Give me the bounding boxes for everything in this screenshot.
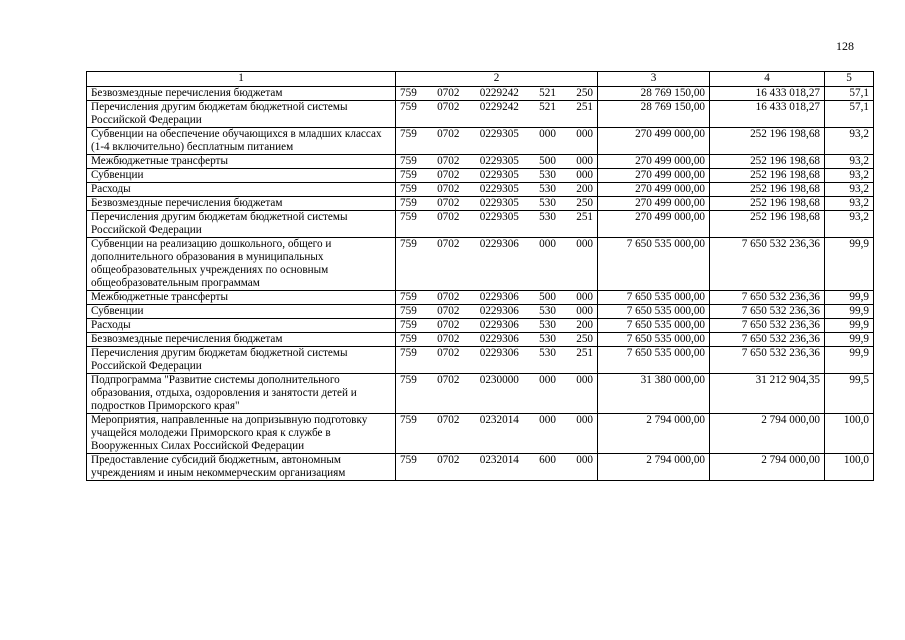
code-section: 0702 xyxy=(437,305,460,317)
table-row xyxy=(87,333,874,347)
row-percent: 93,2 xyxy=(825,128,874,155)
row-fact: 252 196 198,68 xyxy=(710,169,825,183)
row-plan: 270 499 000,00 xyxy=(598,211,710,238)
row-codes xyxy=(396,238,598,291)
code-target: 0229305 xyxy=(479,155,519,167)
row-codes xyxy=(396,319,598,333)
row-plan: 7 650 535 000,00 xyxy=(598,319,710,333)
row-plan: 270 499 000,00 xyxy=(598,183,710,197)
code-type: 530 xyxy=(539,319,556,331)
row-fact: 7 650 532 236,36 xyxy=(710,305,825,319)
header-cell: 5 xyxy=(825,72,874,87)
code-section: 0702 xyxy=(437,454,460,466)
row-codes xyxy=(396,414,598,454)
code-target: 0232014 xyxy=(479,454,519,466)
row-percent: 99,9 xyxy=(825,319,874,333)
code-section: 0702 xyxy=(437,155,460,167)
code-admin: 759 xyxy=(400,374,417,386)
code-type: 000 xyxy=(539,128,556,140)
codes-group xyxy=(400,155,593,168)
row-name: Подпрограмма "Развитие системы дополнительного образования, отдыха, оздоровления и занятости детей и подростков Приморского края" xyxy=(87,374,396,414)
row-percent: 99,9 xyxy=(825,347,874,374)
code-target: 0229305 xyxy=(479,183,519,195)
code-admin: 759 xyxy=(400,319,417,331)
code-kosgu: 000 xyxy=(576,169,593,181)
code-section: 0702 xyxy=(437,414,460,426)
codes-group xyxy=(400,183,593,196)
table-body xyxy=(87,87,874,481)
row-percent: 99,9 xyxy=(825,238,874,291)
row-fact: 16 433 018,27 xyxy=(710,87,825,101)
codes-group xyxy=(400,197,593,210)
table-row xyxy=(87,347,874,374)
header-row xyxy=(87,72,874,87)
row-percent: 93,2 xyxy=(825,183,874,197)
row-fact: 252 196 198,68 xyxy=(710,197,825,211)
code-section: 0702 xyxy=(437,374,460,386)
row-codes xyxy=(396,197,598,211)
code-admin: 759 xyxy=(400,333,417,345)
code-target: 0229242 xyxy=(479,87,519,99)
code-section: 0702 xyxy=(437,211,460,223)
row-fact: 7 650 532 236,36 xyxy=(710,333,825,347)
code-type: 530 xyxy=(539,333,556,345)
code-kosgu: 200 xyxy=(576,319,593,331)
row-name: Межбюджетные трансферты xyxy=(87,155,396,169)
row-percent: 100,0 xyxy=(825,454,874,481)
row-name: Межбюджетные трансферты xyxy=(87,291,396,305)
row-plan: 28 769 150,00 xyxy=(598,101,710,128)
page-number: 128 xyxy=(836,39,854,53)
row-plan: 7 650 535 000,00 xyxy=(598,347,710,374)
codes-group xyxy=(400,414,593,427)
code-target: 0229306 xyxy=(479,238,519,250)
code-kosgu: 000 xyxy=(576,305,593,317)
row-percent: 93,2 xyxy=(825,197,874,211)
code-section: 0702 xyxy=(437,347,460,359)
table-row xyxy=(87,414,874,454)
code-admin: 759 xyxy=(400,155,417,167)
codes-group xyxy=(400,87,593,100)
code-section: 0702 xyxy=(437,87,460,99)
table-row xyxy=(87,454,874,481)
code-type: 500 xyxy=(539,155,556,167)
table-row xyxy=(87,238,874,291)
table-row xyxy=(87,305,874,319)
header-cell: 4 xyxy=(710,72,825,87)
row-fact: 7 650 532 236,36 xyxy=(710,319,825,333)
code-type: 600 xyxy=(539,454,556,466)
code-type: 000 xyxy=(539,414,556,426)
row-name: Расходы xyxy=(87,319,396,333)
row-fact: 252 196 198,68 xyxy=(710,183,825,197)
row-percent: 93,2 xyxy=(825,211,874,238)
row-codes xyxy=(396,155,598,169)
row-fact: 16 433 018,27 xyxy=(710,101,825,128)
header-cell: 1 xyxy=(87,72,396,87)
code-kosgu: 200 xyxy=(576,183,593,195)
code-target: 0229242 xyxy=(479,101,519,113)
row-name: Субвенции на обеспечение обучающихся в младших классах (1-4 включительно) бесплатным питанием xyxy=(87,128,396,155)
code-kosgu: 000 xyxy=(576,155,593,167)
code-target: 0229305 xyxy=(479,211,519,223)
table-row xyxy=(87,101,874,128)
codes-group xyxy=(400,211,593,224)
code-kosgu: 250 xyxy=(576,197,593,209)
code-admin: 759 xyxy=(400,169,417,181)
code-kosgu: 250 xyxy=(576,87,593,99)
code-section: 0702 xyxy=(437,238,460,250)
code-admin: 759 xyxy=(400,101,417,113)
table-row xyxy=(87,197,874,211)
code-admin: 759 xyxy=(400,238,417,250)
row-codes xyxy=(396,374,598,414)
row-name: Субвенции xyxy=(87,305,396,319)
table-row xyxy=(87,211,874,238)
code-section: 0702 xyxy=(437,197,460,209)
row-percent: 93,2 xyxy=(825,169,874,183)
code-admin: 759 xyxy=(400,183,417,195)
table-row xyxy=(87,319,874,333)
row-plan: 7 650 535 000,00 xyxy=(598,333,710,347)
code-target: 0232014 xyxy=(479,414,519,426)
table-row xyxy=(87,291,874,305)
row-plan: 270 499 000,00 xyxy=(598,197,710,211)
row-percent: 93,2 xyxy=(825,155,874,169)
row-fact: 2 794 000,00 xyxy=(710,454,825,481)
code-type: 530 xyxy=(539,183,556,195)
code-kosgu: 251 xyxy=(576,211,593,223)
codes-group xyxy=(400,101,593,114)
row-plan: 7 650 535 000,00 xyxy=(598,291,710,305)
table-row xyxy=(87,183,874,197)
row-fact: 7 650 532 236,36 xyxy=(710,238,825,291)
code-admin: 759 xyxy=(400,347,417,359)
budget-table xyxy=(86,71,874,481)
header-cell: 3 xyxy=(598,72,710,87)
codes-group xyxy=(400,454,593,467)
row-codes xyxy=(396,183,598,197)
code-type: 530 xyxy=(539,347,556,359)
row-codes xyxy=(396,347,598,374)
row-name: Субвенции на реализацию дошкольного, общего и дополнительного образования в муниципальных общеобразовательных учреждениях по основным общеобразовательным программам xyxy=(87,238,396,291)
row-codes xyxy=(396,333,598,347)
code-type: 521 xyxy=(539,101,556,113)
row-codes xyxy=(396,291,598,305)
code-target: 0229306 xyxy=(479,291,519,303)
header-cell: 2 xyxy=(396,72,598,87)
code-admin: 759 xyxy=(400,197,417,209)
row-name: Перечисления другим бюджетам бюджетной системы Российской Федерации xyxy=(87,101,396,128)
code-target: 0230000 xyxy=(479,374,519,386)
row-name: Безвозмездные перечисления бюджетам xyxy=(87,333,396,347)
code-admin: 759 xyxy=(400,454,417,466)
code-kosgu: 000 xyxy=(576,291,593,303)
code-kosgu: 251 xyxy=(576,347,593,359)
code-type: 530 xyxy=(539,211,556,223)
code-section: 0702 xyxy=(437,333,460,345)
codes-group xyxy=(400,128,593,141)
code-type: 000 xyxy=(539,374,556,386)
row-name: Предоставление субсидий бюджетным, автономным учреждениям и иным некоммерческим организациям xyxy=(87,454,396,481)
codes-group xyxy=(400,291,593,304)
row-codes xyxy=(396,454,598,481)
row-codes xyxy=(396,101,598,128)
code-admin: 759 xyxy=(400,128,417,140)
row-fact: 252 196 198,68 xyxy=(710,155,825,169)
row-plan: 270 499 000,00 xyxy=(598,128,710,155)
code-admin: 759 xyxy=(400,211,417,223)
row-percent: 99,9 xyxy=(825,333,874,347)
row-codes xyxy=(396,305,598,319)
row-percent: 100,0 xyxy=(825,414,874,454)
code-kosgu: 250 xyxy=(576,333,593,345)
codes-group xyxy=(400,347,593,360)
code-kosgu: 000 xyxy=(576,454,593,466)
code-target: 0229306 xyxy=(479,319,519,331)
table-row xyxy=(87,87,874,101)
row-name: Мероприятия, направленные на допризывную подготовку учащейся молодежи Приморского края к службе в Вооруженных Силах Российской Федерации xyxy=(87,414,396,454)
row-fact: 2 794 000,00 xyxy=(710,414,825,454)
row-fact: 7 650 532 236,36 xyxy=(710,347,825,374)
table-row xyxy=(87,155,874,169)
code-type: 530 xyxy=(539,169,556,181)
row-percent: 99,9 xyxy=(825,305,874,319)
code-section: 0702 xyxy=(437,169,460,181)
codes-group xyxy=(400,305,593,318)
row-plan: 7 650 535 000,00 xyxy=(598,238,710,291)
codes-group xyxy=(400,319,593,332)
row-name: Расходы xyxy=(87,183,396,197)
row-name: Безвозмездные перечисления бюджетам xyxy=(87,197,396,211)
row-percent: 99,9 xyxy=(825,291,874,305)
table-row xyxy=(87,169,874,183)
code-section: 0702 xyxy=(437,183,460,195)
table-row xyxy=(87,128,874,155)
code-admin: 759 xyxy=(400,305,417,317)
code-kosgu: 000 xyxy=(576,128,593,140)
codes-group xyxy=(400,238,593,251)
row-plan: 31 380 000,00 xyxy=(598,374,710,414)
row-percent: 57,1 xyxy=(825,87,874,101)
code-target: 0229306 xyxy=(479,305,519,317)
row-percent: 57,1 xyxy=(825,101,874,128)
row-percent: 99,5 xyxy=(825,374,874,414)
code-target: 0229305 xyxy=(479,197,519,209)
row-name: Перечисления другим бюджетам бюджетной системы Российской Федерации xyxy=(87,211,396,238)
code-admin: 759 xyxy=(400,291,417,303)
code-type: 000 xyxy=(539,238,556,250)
code-kosgu: 000 xyxy=(576,374,593,386)
row-codes xyxy=(396,87,598,101)
code-kosgu: 000 xyxy=(576,238,593,250)
row-plan: 7 650 535 000,00 xyxy=(598,305,710,319)
code-type: 500 xyxy=(539,291,556,303)
code-section: 0702 xyxy=(437,319,460,331)
code-admin: 759 xyxy=(400,87,417,99)
code-type: 521 xyxy=(539,87,556,99)
code-target: 0229305 xyxy=(479,169,519,181)
code-section: 0702 xyxy=(437,291,460,303)
row-plan: 2 794 000,00 xyxy=(598,414,710,454)
code-target: 0229306 xyxy=(479,347,519,359)
row-codes xyxy=(396,211,598,238)
codes-group xyxy=(400,169,593,182)
row-plan: 270 499 000,00 xyxy=(598,155,710,169)
code-kosgu: 251 xyxy=(576,101,593,113)
row-codes xyxy=(396,169,598,183)
row-name: Перечисления другим бюджетам бюджетной системы Российской Федерации xyxy=(87,347,396,374)
row-name: Безвозмездные перечисления бюджетам xyxy=(87,87,396,101)
row-fact: 31 212 904,35 xyxy=(710,374,825,414)
row-plan: 270 499 000,00 xyxy=(598,169,710,183)
row-fact: 7 650 532 236,36 xyxy=(710,291,825,305)
code-section: 0702 xyxy=(437,101,460,113)
row-fact: 252 196 198,68 xyxy=(710,128,825,155)
row-fact: 252 196 198,68 xyxy=(710,211,825,238)
row-plan: 28 769 150,00 xyxy=(598,87,710,101)
row-codes xyxy=(396,128,598,155)
codes-group xyxy=(400,333,593,346)
code-type: 530 xyxy=(539,197,556,209)
code-section: 0702 xyxy=(437,128,460,140)
code-target: 0229306 xyxy=(479,333,519,345)
code-kosgu: 000 xyxy=(576,414,593,426)
code-target: 0229305 xyxy=(479,128,519,140)
table-row xyxy=(87,374,874,414)
code-type: 530 xyxy=(539,305,556,317)
code-admin: 759 xyxy=(400,414,417,426)
row-plan: 2 794 000,00 xyxy=(598,454,710,481)
codes-group xyxy=(400,374,593,387)
row-name: Субвенции xyxy=(87,169,396,183)
